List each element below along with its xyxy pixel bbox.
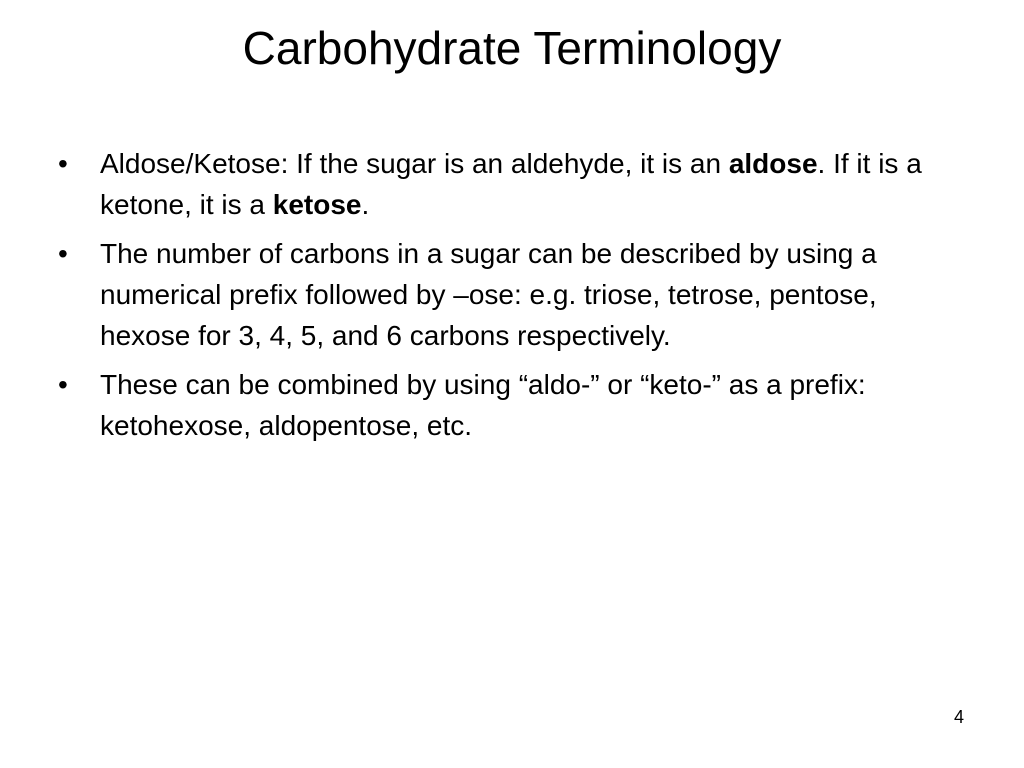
bullet-item-carbon-count [58, 233, 958, 356]
bullet-icon: • [58, 369, 68, 400]
bullet-text-1 [100, 148, 922, 220]
term-aldose: aldose [728, 148, 818, 179]
bullet-icon: • [58, 238, 68, 269]
bullet-text-3: These can be combined by using “aldo-” or “keto-” as a prefix: ketohexose, aldopentose, etc. [100, 369, 866, 441]
bullet-text-segment: . If it is a ketone, it is a [100, 148, 922, 220]
bullet-icon: • [58, 148, 68, 179]
page-number: 4 [953, 707, 964, 727]
bullet-text-2: The number of carbons in a sugar can be described by using a numerical prefix followed by –ose: e.g. triose, tetrose, pentose, hexose for 3, 4, 5, and 6 carbons respectively. [100, 238, 877, 351]
term-ketose: ketose [272, 189, 362, 220]
slide-title: Carbohydrate Terminology [242, 22, 782, 74]
bullet-item-aldose-ketose [58, 143, 958, 225]
bullet-text-segment: . [361, 189, 370, 220]
bullet-item-combined-prefix [58, 364, 958, 446]
bullet-list [58, 143, 958, 454]
bullet-text-segment: Aldose/Ketose: If the sugar is an aldehyde, it is an [100, 148, 729, 179]
